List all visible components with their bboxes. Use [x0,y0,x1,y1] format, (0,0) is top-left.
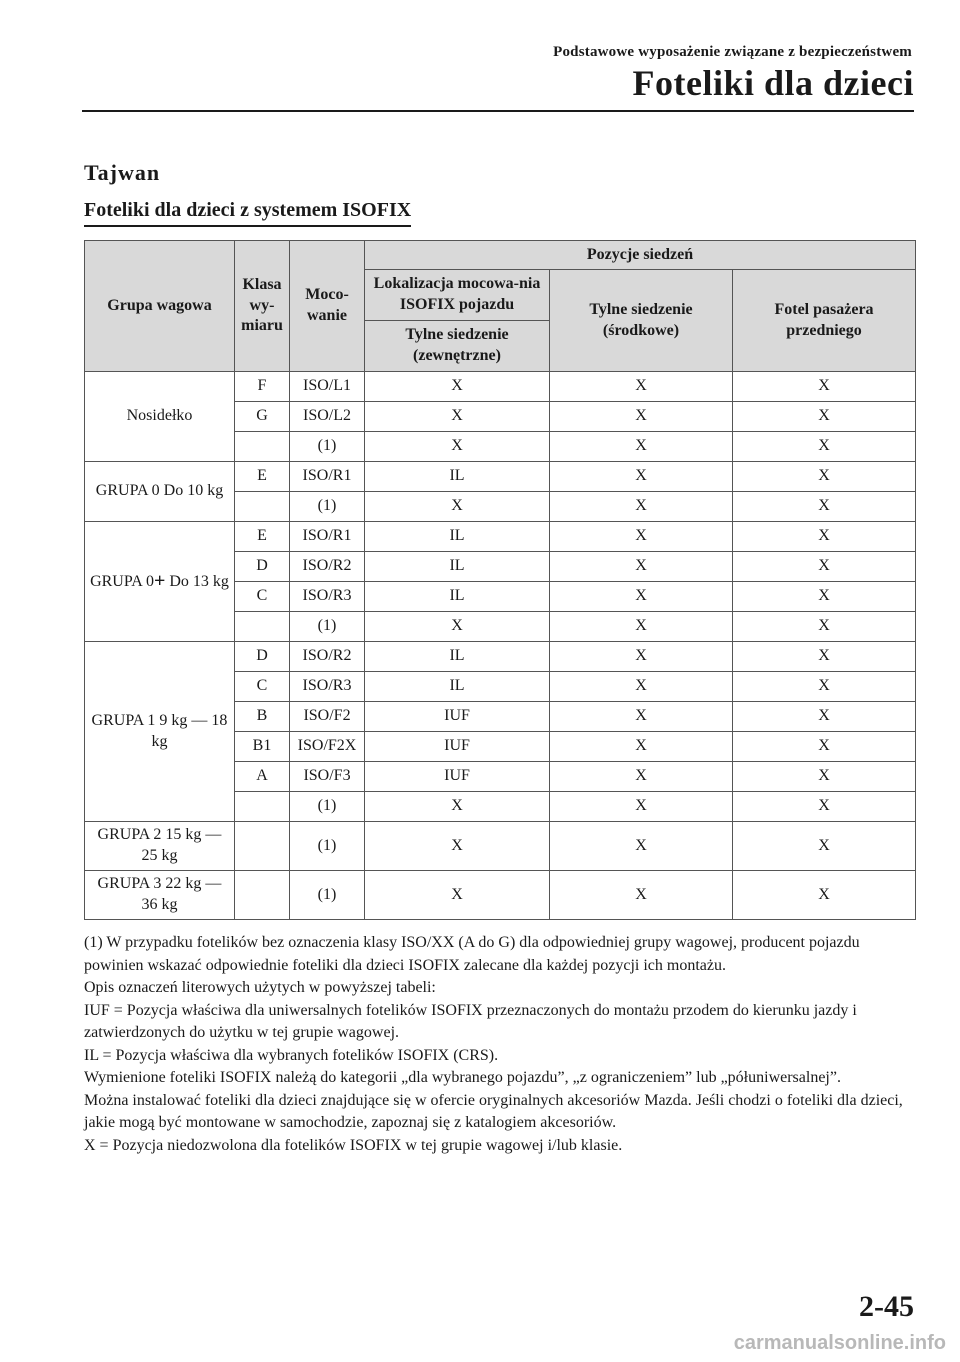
header-front-passenger: Fotel pasażera przedniego [733,270,916,372]
cell-mount: ISO/L1 [290,372,365,402]
cell-front: X [733,871,916,920]
cell-rear-center: X [550,492,733,522]
table-row [85,822,916,871]
header-chapter-title: Foteliki dla dzieci [632,63,914,103]
cell-size: F [235,372,290,402]
cell-size: D [235,642,290,672]
cell-front: X [733,702,916,732]
note-footnote-1: (1) W przypadku fotelików bez oznaczenia klasy ISO/XX (A do G) dla odpowiedniej grupy wagowej, producent pojazdu powinien wskazać odpowiednie foteliki dla dzieci ISOFIX zalecane dla każdej pozycji ich montażu. [84,934,860,974]
cell-mount: ISO/R1 [290,522,365,552]
cell-mount: (1) [290,432,365,462]
cell-rear-center: X [550,612,733,642]
cell-size: B1 [235,732,290,762]
cell-rear-outer: IL [365,642,550,672]
header-rule [82,110,914,112]
header-section-label: Podstawowe wyposażenie związane z bezpieczeństwem [553,44,912,60]
cell-rear-outer: IL [365,672,550,702]
cell-rear-outer: IUF [365,762,550,792]
cell-rear-outer: IL [365,582,550,612]
header-isofix-location: Lokalizacja mocowa-nia ISOFIX pojazdu [365,270,550,321]
cell-rear-center: X [550,432,733,462]
cell-front: X [733,732,916,762]
table-row [85,522,916,552]
cell-mount: ISO/F2X [290,732,365,762]
cell-rear-center: X [550,462,733,492]
header-seat-positions: Pozycje siedzeń [365,241,916,270]
watermark: carmanualsonline.info [733,1332,946,1354]
cell-front: X [733,612,916,642]
cell-rear-outer: IL [365,552,550,582]
note-x: X = Pozycja niedozwolona dla fotelików ISOFIX w tej grupie wagowej i/lub klasie. [84,1136,623,1154]
cell-rear-outer: X [365,792,550,822]
cell-size [235,612,290,642]
table-row [85,642,916,672]
cell-mount: (1) [290,792,365,822]
cell-rear-outer: X [365,612,550,642]
cell-size [235,871,290,920]
group-name: GRUPA 3 22 kg ― 36 kg [85,871,235,920]
cell-mount: ISO/F2 [290,702,365,732]
table-row [85,462,916,492]
cell-rear-center: X [550,672,733,702]
cell-rear-outer: X [365,402,550,432]
header-rear-outer: Tylne siedzenie (zewnętrzne) [365,321,550,372]
cell-mount: ISO/R2 [290,642,365,672]
cell-rear-outer: X [365,822,550,871]
header-group: Grupa wagowa [85,241,235,372]
cell-front: X [733,582,916,612]
cell-size [235,822,290,871]
note-iuf: IUF = Pozycja właściwa dla uniwersalnych fotelików ISOFIX przeznaczonych do montażu przodem do kierunku jazdy i zatwierdzonych do użytku w tej grupie wagowej. [84,1001,857,1041]
cell-rear-center: X [550,732,733,762]
cell-mount: (1) [290,822,365,871]
cell-rear-center: X [550,522,733,552]
cell-size: C [235,582,290,612]
note-il: IL = Pozycja właściwa dla wybranych fotelików ISOFIX (CRS). [84,1046,499,1064]
cell-size: C [235,672,290,702]
header-mounting: Moco-wanie [290,241,365,372]
cell-rear-center: X [550,642,733,672]
group-name: Nosidełko [85,372,235,462]
group-name [85,522,235,642]
cell-size [235,432,290,462]
cell-rear-center: X [550,372,733,402]
cell-front: X [733,492,916,522]
group-name: GRUPA 2 15 kg ― 25 kg [85,822,235,871]
header-size-class: Klasa wy-miaru [235,241,290,372]
page-number: 2-45 [859,1290,914,1323]
cell-rear-center: X [550,762,733,792]
cell-mount: ISO/L2 [290,402,365,432]
cell-front: X [733,402,916,432]
cell-mount: (1) [290,871,365,920]
cell-size: E [235,462,290,492]
isofix-table [84,240,916,920]
cell-mount: ISO/F3 [290,762,365,792]
cell-rear-outer: IUF [365,732,550,762]
cell-rear-outer: X [365,372,550,402]
note-legend-intro: Opis oznaczeń literowych użytych w powyższej tabeli: [84,979,436,996]
cell-rear-outer: X [365,432,550,462]
cell-rear-outer: IL [365,462,550,492]
cell-rear-outer: X [365,492,550,522]
cell-size: B [235,702,290,732]
cell-rear-outer: IL [365,522,550,552]
cell-mount: ISO/R2 [290,552,365,582]
cell-rear-outer: X [365,871,550,920]
cell-mount: ISO/R3 [290,672,365,702]
cell-rear-center: X [550,822,733,871]
note-accessories: Można instalować foteliki dla dzieci znajdujące się w ofercie oryginalnych akcesoriów Mazda. Jeśli chodzi o foteliki dla dzieci, jakie mogą być montowane w samochodzie, zapoznaj się z katalogiem akcesoriów. [84,1091,903,1131]
group-name-suffix: Do 13 kg [169,572,229,590]
plus-icon: + [153,569,166,592]
cell-front: X [733,642,916,672]
group-name: GRUPA 1 9 kg ― 18 kg [85,642,235,822]
cell-front: X [733,462,916,492]
cell-front: X [733,432,916,462]
table-row [85,871,916,920]
table-title: Foteliki dla dzieci z systemem ISOFIX [84,199,411,227]
cell-front: X [733,552,916,582]
region-title: Tajwan [84,160,161,185]
cell-size: D [235,552,290,582]
cell-rear-center: X [550,792,733,822]
cell-size [235,492,290,522]
table-notes [84,932,915,1157]
cell-size: A [235,762,290,792]
cell-size: G [235,402,290,432]
cell-front: X [733,672,916,702]
cell-rear-center: X [550,582,733,612]
cell-front: X [733,372,916,402]
cell-mount: (1) [290,612,365,642]
group-name: GRUPA 0 Do 10 kg [85,462,235,522]
cell-rear-outer: IUF [365,702,550,732]
cell-rear-center: X [550,552,733,582]
table-row [85,372,916,402]
cell-front: X [733,762,916,792]
group-name-prefix: GRUPA 0 [90,572,154,590]
cell-front: X [733,822,916,871]
header-rear-center: Tylne siedzenie (środkowe) [550,270,733,372]
cell-mount: ISO/R1 [290,462,365,492]
cell-rear-center: X [550,871,733,920]
cell-rear-center: X [550,702,733,732]
cell-mount: ISO/R3 [290,582,365,612]
cell-front: X [733,522,916,552]
cell-size: E [235,522,290,552]
cell-rear-center: X [550,402,733,432]
cell-mount: (1) [290,492,365,522]
cell-front: X [733,792,916,822]
cell-size [235,792,290,822]
note-categories: Wymienione foteliki ISOFIX należą do kategorii „dla wybranego pojazdu”, „z ograniczeniem” lub „półuniwersalnej”. [84,1069,841,1086]
